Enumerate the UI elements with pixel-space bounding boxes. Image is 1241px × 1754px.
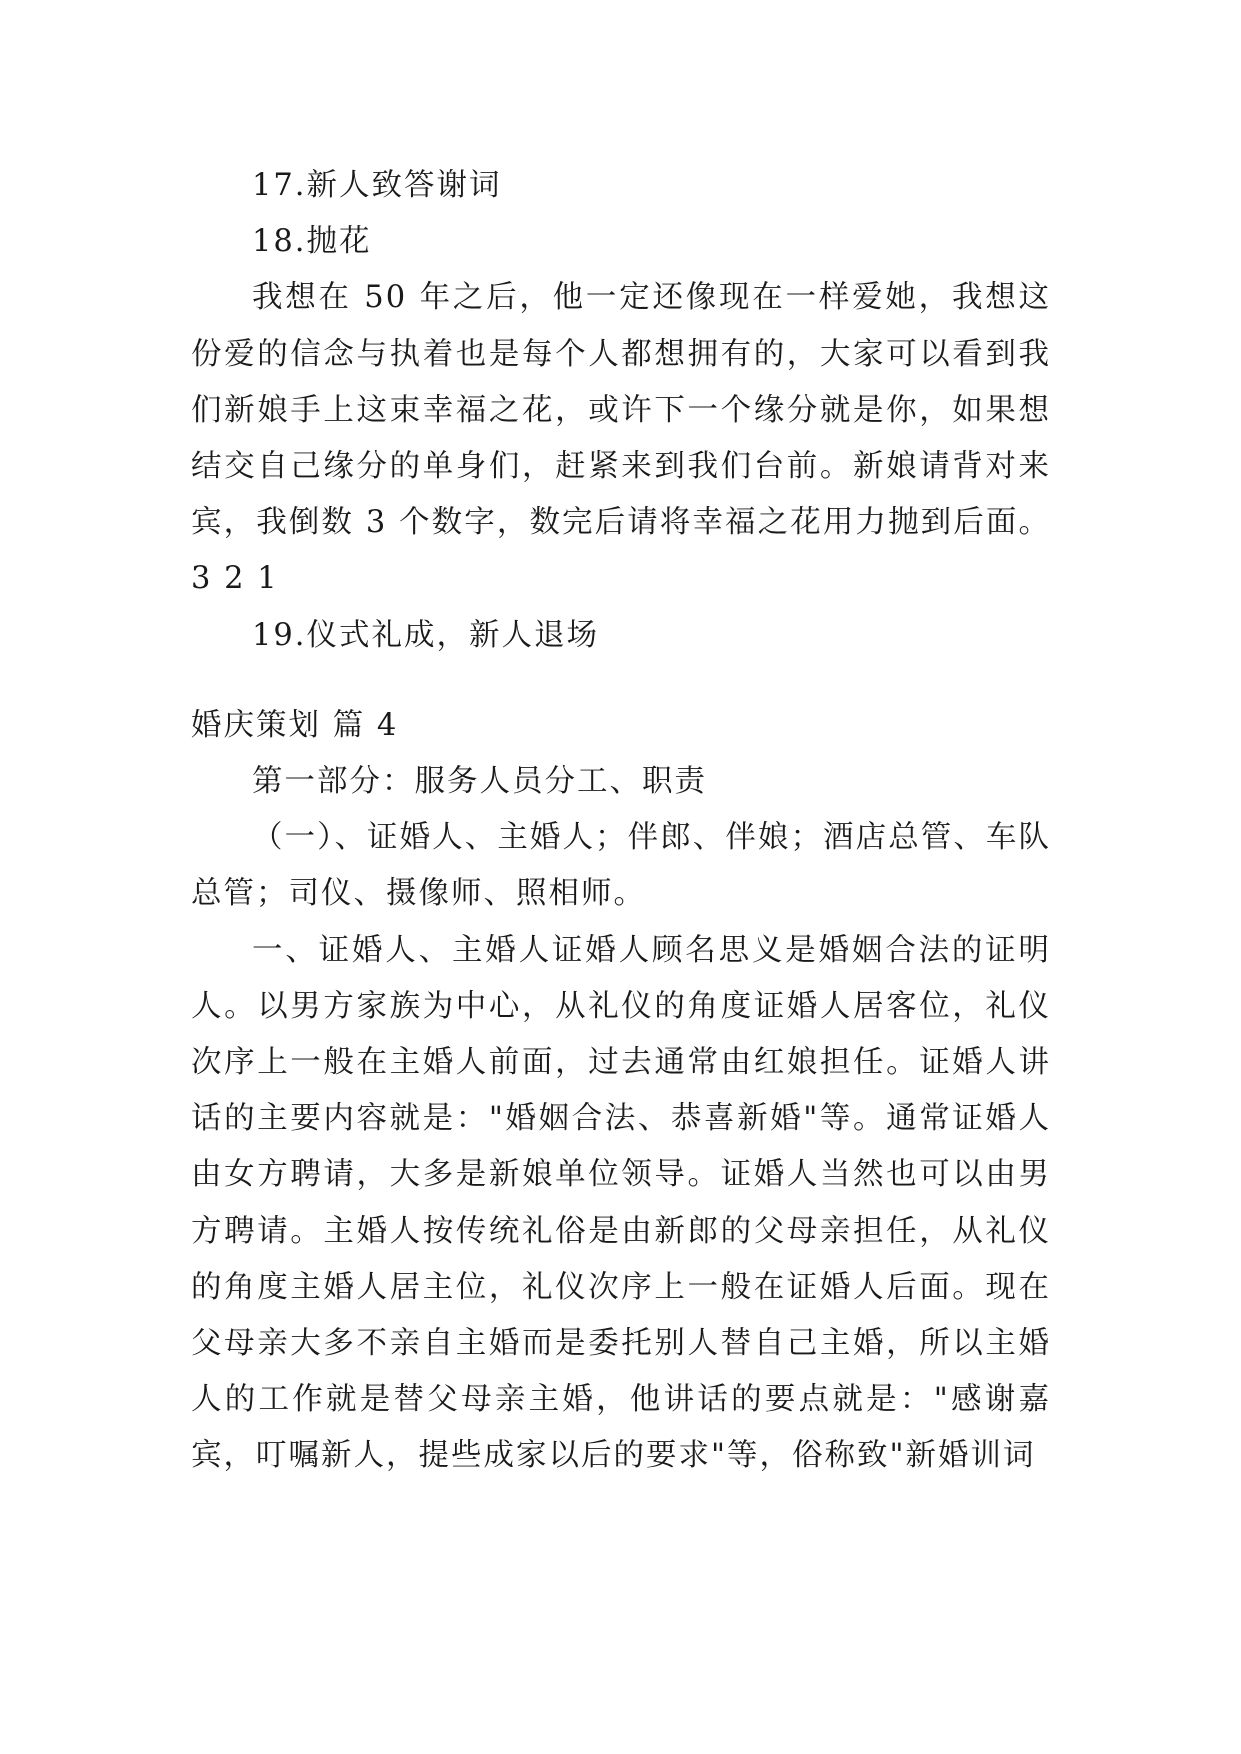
paragraph-witness-host: 一、证婚人、主婚人证婚人顾名思义是婚姻合法的证明人。以男方家族为中心，从礼仪的角度证婚人居客位，礼仪次序上一般在主婚人前面，过去通常由红娘担任。证婚人讲话的主要内容就是："婚姻合法、恭喜新婚"等。通常证婚人由女方聘请，大多是新娘单位领导。证婚人当然也可以由男方聘请。主婚人按传统礼俗是由新郎的父母亲担任，从礼仪的角度主婚人居主位，礼仪次序上一般在证婚人后面。现在父母亲大多不亲自主婚而是委托别人替自己主婚，所以主婚人的工作就是替父母亲主婚，他讲话的要点就是："感谢嘉宾，叮嘱新人，提些成家以后的要求"等，俗称致"新婚训词 [191,932,1051,1474]
section-title: 婚庆策划 篇 4 [191,707,399,743]
paragraph-item-17: 17.新人致答谢词 [252,168,502,203]
document-body [191,158,1051,1485]
paragraph-part-one-title: 第一部分：服务人员分工、职责 [252,764,707,800]
paragraph-roles-list: （一）、证婚人、主婚人；伴郎、伴娘；酒店总管、车队总管；司仪、摄像师、照相师。 [191,820,1051,912]
section-spacer [191,664,1051,698]
paragraph-item-19: 19.仪式礼成，新人退场 [252,617,600,653]
paragraph-bouquet-speech: 我想在 50 年之后，他一定还像现在一样爱她，我想这份爱的信念与执着也是每个人都想拥有的，大家可以看到我们新娘手上这束幸福之花，或许下一个缘分就是你，如果想结交自己缘分的单身们，赶紧来到我们台前。新娘请背对来宾，我倒数 3 个数字，数完后请将幸福之花用力抛到后面。3 2 1 [191,280,1051,597]
paragraph-item-18: 18.抛花 [252,224,372,260]
